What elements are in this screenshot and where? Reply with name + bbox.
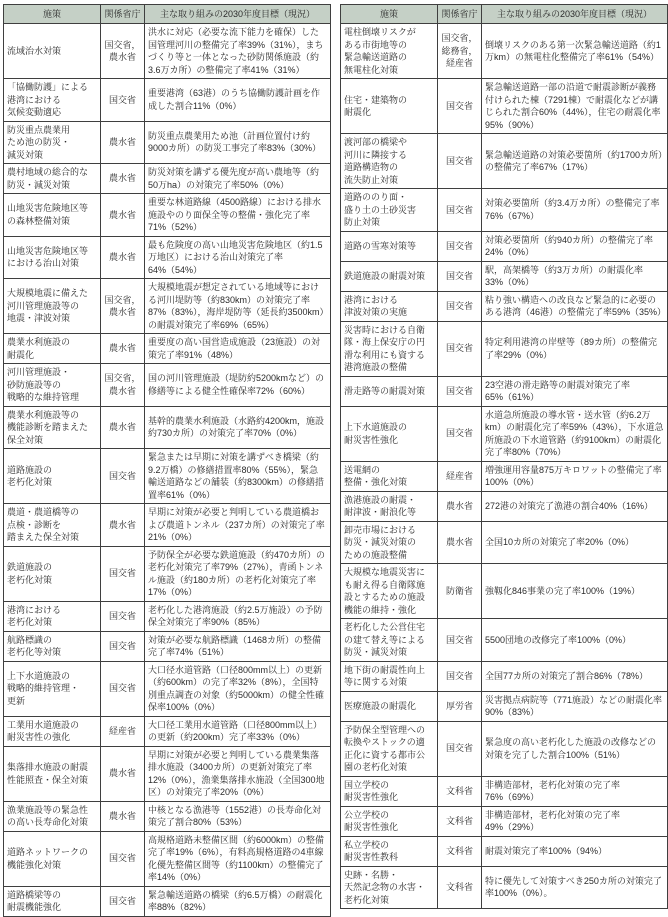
table-row <box>4 504 331 547</box>
target-cell: 高規格道路未整備区間（約6000km）の整備完了率19%（6%），有料高規格道路の4車線化優先整備区間等（約1100km）の整備完了率14%（0%） <box>145 831 331 886</box>
table-row <box>341 79 668 134</box>
column-header-measure: 施策 <box>341 5 438 24</box>
measure-cell: 予防保全型管理への 転換やストックの適 正化に資する都市公 園の老朽化対策 <box>341 721 438 776</box>
target-cell: 増強運用容量875万キロワットの整備完了率100%（0%） <box>482 461 668 491</box>
target-cell: 重要な林道路線（4500路線）における排水施設やのり面保全等の整備・強化完了率71%（52%） <box>145 194 331 237</box>
ministry-cell: 国交省， 農水省 <box>101 364 145 407</box>
measure-cell: 漁港施設の耐震・ 耐津波・耐浪化等 <box>341 491 438 521</box>
target-cell: 防災重点農業用ため池（計画位置付け約9000カ所）の防災工事完了率83%（30%） <box>145 121 331 164</box>
measure-cell: 道路の雪寒対策等 <box>341 231 438 261</box>
measure-cell: 防災重点農業用 ため池の防災・ 減災対策 <box>4 121 101 164</box>
table-row <box>341 806 668 836</box>
measure-cell: 住宅・建築物の 耐震化 <box>341 79 438 134</box>
target-cell: 強靱化846事業の完了率100%（19%） <box>482 564 668 619</box>
target-cell: 特に優先して対策すべき250カ所の対策完了率100%（0%）。 <box>482 866 668 909</box>
right-policy-table <box>340 4 668 909</box>
table-row <box>4 236 331 279</box>
target-cell: 最も危険度の高い山地災害危険地区（約1.5万地区）における治山対策完了率64%（54%） <box>145 236 331 279</box>
ministry-cell: 農水省 <box>101 801 145 831</box>
measure-cell: 大規模地震に備えた 河川管理施設等の 地震・津波対策 <box>4 279 101 334</box>
ministry-cell: 国交省 <box>101 661 145 716</box>
measure-cell: 港湾における 津波対策の実施 <box>341 291 438 321</box>
ministry-cell: 国交省 <box>438 406 482 461</box>
ministry-cell: 国交省 <box>438 321 482 376</box>
ministry-cell: 国交省， 農水省 <box>101 24 145 79</box>
table-row <box>4 631 331 661</box>
ministry-cell: 国交省 <box>101 546 145 601</box>
ministry-cell: 国交省 <box>438 376 482 406</box>
table-row <box>341 134 668 189</box>
target-cell: 耐震対策完了率100%（94%） <box>482 836 668 866</box>
table-row <box>341 564 668 619</box>
measure-cell: 「協働防護」による 港湾における 気候変動適応 <box>4 79 101 122</box>
measure-cell: 鉄道施設の 老朽化対策 <box>4 546 101 601</box>
ministry-cell: 国交省 <box>101 886 145 916</box>
measure-cell: 山地災害危険地区等 の森林整備対策 <box>4 194 101 237</box>
ministry-cell: 経産省 <box>101 716 145 746</box>
target-cell: 大口径工業用水道管路（口径800mm以上）の更新（約200km）完了率33%（0%） <box>145 716 331 746</box>
ministry-cell: 国交省 <box>101 79 145 122</box>
table-row <box>4 746 331 801</box>
table-row <box>4 24 331 79</box>
measure-cell: 公立学校の 耐災害性強化 <box>341 806 438 836</box>
measure-cell: 地下街の耐震性向上 等に関する対策 <box>341 661 438 691</box>
measure-cell: 道路ののり面・ 盛り土の土砂災害 防止対策 <box>341 189 438 232</box>
measure-cell: 河川管理施設・ 砂防施設等の 戦略的な維持管理 <box>4 364 101 407</box>
table-row <box>341 231 668 261</box>
ministry-cell: 国交省 <box>438 134 482 189</box>
table-row <box>341 721 668 776</box>
target-cell: 対策必要箇所（約940カ所）の整備完了率24%（0%） <box>482 231 668 261</box>
target-cell: 23空港の滑走路等の耐震対策完了率65%（61%） <box>482 376 668 406</box>
target-cell: 緊急または早期に対策を講ずべき橋梁（約9.2万橋）の修繕措置率80%（55%），緊急輸送道路などの舗装（約8300km）の修繕措置率61%（0%） <box>145 449 331 504</box>
target-cell: 国の河川管理施設（堤防約5200kmなど）の修繕等による健全性確保率72%（60%） <box>145 364 331 407</box>
target-cell: 洪水に対応（必要な流下能力を確保）した国管理河川の整備完了率39%（31%），まちづくり等と一体となった砂防関係施設（約3.6万カ所）の整備完了率41%（31%） <box>145 24 331 79</box>
measure-cell: 農道・農道橋等の 点検・診断を 踏まえた保全対策 <box>4 504 101 547</box>
target-cell: 大口径水道管路（口径800mm以上）の更新（約600km）の完了率32%（8%），全国特別重点調査の対象（約5000km）の健全性確保率100%（0%） <box>145 661 331 716</box>
target-cell: 大規模地震が想定されている地域等における河川堤防等（約830km）の対策完了率87%（83%），海岸堤防等（延長約3500km）の耐震対策完了率69%（65%） <box>145 279 331 334</box>
table-header-row <box>341 5 668 24</box>
table-row <box>341 189 668 232</box>
column-header-measure: 施策 <box>4 5 101 24</box>
target-cell: 5500団地の改修完了率100%（0%） <box>482 619 668 662</box>
ministry-cell: 農水省 <box>101 406 145 449</box>
target-cell: 重要港湾（63港）のうち協働防護計画を作成した割合11%（0%） <box>145 79 331 122</box>
ministry-cell: 文科省 <box>438 866 482 909</box>
measure-cell: 国立学校の 耐災害性強化 <box>341 776 438 806</box>
table-row <box>341 691 668 721</box>
table-row <box>341 521 668 564</box>
table-row <box>341 661 668 691</box>
measure-cell: 大規模な地震災害に も耐え得る自衛隊施 設とするための施設 機能の維持・強化 <box>341 564 438 619</box>
measure-cell: 農業水利施設の 耐震化 <box>4 334 101 364</box>
table-row <box>4 79 331 122</box>
measure-cell: 鉄道施設の耐震対策 <box>341 261 438 291</box>
table-row <box>341 261 668 291</box>
ministry-cell: 国交省， 農水省 <box>101 279 145 334</box>
ministry-cell: 文科省 <box>438 776 482 806</box>
table-row <box>4 164 331 194</box>
column-header-ministry: 関係省庁 <box>438 5 482 24</box>
target-cell: 駅，高架橋等（約3万カ所）の耐震化率33%（0%） <box>482 261 668 291</box>
measure-cell: 上下水道施設の 戦略的維持管理・ 更新 <box>4 661 101 716</box>
table-row <box>4 121 331 164</box>
table-row <box>4 661 331 716</box>
target-cell: 重要度の高い国営造成施設（23施設）の対策完了率91%（48%） <box>145 334 331 364</box>
table-row <box>4 449 331 504</box>
measure-cell: 私立学校の 耐災害性教科 <box>341 836 438 866</box>
target-cell: 対策必要箇所（約3.4万カ所）の整備完了率76%（67%） <box>482 189 668 232</box>
table-row <box>4 364 331 407</box>
target-cell: 全国10カ所の対策完了率20%（0%） <box>482 521 668 564</box>
measure-cell: 老朽化した公営住宅 の建て替え等による 防災・減災対策 <box>341 619 438 662</box>
ministry-cell: 国交省 <box>438 189 482 232</box>
ministry-cell: 農水省 <box>438 491 482 521</box>
ministry-cell: 農水省 <box>101 164 145 194</box>
table-row <box>4 831 331 886</box>
ministry-cell: 国交省 <box>101 449 145 504</box>
ministry-cell: 国交省 <box>101 831 145 886</box>
ministry-cell: 経産省 <box>438 461 482 491</box>
measure-cell: 滑走路等の耐震対策 <box>341 376 438 406</box>
table-row <box>341 776 668 806</box>
ministry-cell: 農水省 <box>101 194 145 237</box>
target-cell: 緊急輸送道路一部の沿道で耐震診断が義務付けられた棟（7291棟）で耐震化などが講じられた割合60%（44%），住宅の耐震化率95%（90%） <box>482 79 668 134</box>
target-cell: 基幹的農業水利施設（水路約4200km，施設約730カ所）の対策完了率70%（0%） <box>145 406 331 449</box>
ministry-cell: 農水省 <box>101 746 145 801</box>
table-row <box>341 291 668 321</box>
table-row <box>4 334 331 364</box>
measure-cell: 港湾における 老朽化対策 <box>4 601 101 631</box>
ministry-cell: 農水省 <box>101 334 145 364</box>
table-row <box>341 619 668 662</box>
left-policy-table <box>3 4 331 917</box>
measure-cell: 渡河部の橋梁や 河川に隣接する 道路構造物の 流失防止対策 <box>341 134 438 189</box>
ministry-cell: 国交省 <box>438 291 482 321</box>
measure-cell: 災害時における自衛 隊・海上保安庁の円 滑な利用にも資する 港湾施設の整備 <box>341 321 438 376</box>
table-row <box>4 406 331 449</box>
table-row <box>341 24 668 79</box>
target-cell: 緊急度の高い老朽化した施設の改修などの対策を完了した割合100%（51%） <box>482 721 668 776</box>
ministry-cell: 国交省 <box>101 631 145 661</box>
table-row <box>341 866 668 909</box>
ministry-cell: 国交省 <box>438 231 482 261</box>
target-cell: 非構造部材，老朽化対策の完了率76%（69%） <box>482 776 668 806</box>
ministry-cell: 国交省 <box>438 261 482 291</box>
table-row <box>341 321 668 376</box>
column-header-target: 主な取り組みの2030年度目標（現況） <box>482 5 668 24</box>
table-row <box>4 194 331 237</box>
measure-cell: 道路施設の 老朽化対策 <box>4 449 101 504</box>
ministry-cell: 国交省 <box>438 721 482 776</box>
measure-cell: 送電網の 整備・強化対策 <box>341 461 438 491</box>
target-cell: 全国77カ所の対策完了割合86%（78%） <box>482 661 668 691</box>
target-cell: 緊急輸送道路の対策必要箇所（約1700カ所）の整備完了率67%（17%） <box>482 134 668 189</box>
ministry-cell: 農水省 <box>101 121 145 164</box>
column-header-target: 主な取り組みの2030年度目標（現況） <box>145 5 331 24</box>
measure-cell: 電柱倒壊リスクが ある市街地等の 緊急輸送道路の 無電柱化対策 <box>341 24 438 79</box>
target-cell: 非構造部材，老朽化対策の完了率49%（29%） <box>482 806 668 836</box>
measure-cell: 道路橋梁等の 耐震機能強化 <box>4 886 101 916</box>
target-cell: 水道急所施設の導水管・送水管（約6.2万km）の耐震化完了率59%（43%），下水道急所施設の下水道管路（約9100km）の耐震化完了率80%（70%） <box>482 406 668 461</box>
target-cell: 粘り強い構造への改良など緊急的に必要のある港湾（46港）の整備完了率59%（35%） <box>482 291 668 321</box>
target-cell: 特定利用港湾の岸壁等（89カ所）の整備完了率29%（0%） <box>482 321 668 376</box>
measure-cell: 流域治水対策 <box>4 24 101 79</box>
target-cell: 緊急輸送道路の橋梁（約6.5万橋）の耐震化率88%（82%） <box>145 886 331 916</box>
ministry-cell: 農水省 <box>101 504 145 547</box>
ministry-cell: 厚労省 <box>438 691 482 721</box>
measure-cell: 医療施設の耐震化 <box>341 691 438 721</box>
measure-cell: 集落排水施設の耐震 性能照査・保全対策 <box>4 746 101 801</box>
measure-cell: 漁業施設等の緊急性 の高い長寿命化対策 <box>4 801 101 831</box>
measure-cell: 山地災害危険地区等 における治山対策 <box>4 236 101 279</box>
measure-cell: 航路標識の 老朽化等対策 <box>4 631 101 661</box>
ministry-cell: 防衛省 <box>438 564 482 619</box>
column-header-ministry: 関係省庁 <box>101 5 145 24</box>
table-row <box>341 836 668 866</box>
measure-cell: 農業水利施設等の 機能診断を踏まえた 保全対策 <box>4 406 101 449</box>
ministry-cell: 国交省 <box>438 661 482 691</box>
table-row <box>4 801 331 831</box>
target-cell: 中核となる漁港等（1552港）の長寿命化対策完了割合80%（53%） <box>145 801 331 831</box>
target-cell: 予防保全が必要な鉄道施設（約470カ所）の老朽化対策完了率79%（27%），青函トンネル施設（約180カ所）の老朽化対策完了率17%（0%） <box>145 546 331 601</box>
table-row <box>4 546 331 601</box>
ministry-cell: 文科省 <box>438 806 482 836</box>
measure-cell: 上下水道施設の 耐災害性強化 <box>341 406 438 461</box>
ministry-cell: 国交省 <box>438 619 482 662</box>
table-row <box>341 461 668 491</box>
measure-cell: 卸売市場における 防災・減災対策の ための施設整備 <box>341 521 438 564</box>
measure-cell: 史跡・名勝・ 天然記念物の水害・ 老朽化対策 <box>341 866 438 909</box>
ministry-cell: 国交省， 総務省， 経産省 <box>438 24 482 79</box>
target-cell: 対策が必要な航路標識（1468カ所）の整備完了率74%（51%） <box>145 631 331 661</box>
target-cell: 倒壊リスクのある第一次緊急輸送道路（約1万km）の無電柱化整備完了率61%（54%） <box>482 24 668 79</box>
measure-cell: 農村地域の総合的な 防災・減災対策 <box>4 164 101 194</box>
table-row <box>341 491 668 521</box>
target-cell: 早期に対策が必要と判明している農道橋および農道トンネル（237カ所）の対策完了率21%（0%） <box>145 504 331 547</box>
ministry-cell: 文科省 <box>438 836 482 866</box>
target-cell: 早期に対策が必要と判明している農業集落排水施設（3400カ所）の更新対策完了率12%（0%），漁業集落排水施設（全国300地区）の対策完了率20%（0%） <box>145 746 331 801</box>
table-header-row <box>4 5 331 24</box>
table-row <box>4 279 331 334</box>
target-cell: 災害拠点病院等（771施設）などの耐震化率90%（83%） <box>482 691 668 721</box>
table-row <box>4 886 331 916</box>
table-row <box>341 406 668 461</box>
target-cell: 防災対策を講ずる優先度が高い農地等（約50万ha）の対策完了率50%（0%） <box>145 164 331 194</box>
ministry-cell: 農水省 <box>438 521 482 564</box>
target-cell: 272港の対策完了漁港の割合40%（16%） <box>482 491 668 521</box>
table-row <box>341 376 668 406</box>
table-row <box>4 601 331 631</box>
measure-cell: 道路ネットワークの 機能強化対策 <box>4 831 101 886</box>
target-cell: 老朽化した港湾施設（約2.5万施設）の予防保全対策完了率90%（85%） <box>145 601 331 631</box>
ministry-cell: 農水省 <box>101 236 145 279</box>
measure-cell: 工業用水道施設の 耐災害性の強化 <box>4 716 101 746</box>
table-row <box>4 716 331 746</box>
ministry-cell: 国交省 <box>101 601 145 631</box>
ministry-cell: 国交省 <box>438 79 482 134</box>
